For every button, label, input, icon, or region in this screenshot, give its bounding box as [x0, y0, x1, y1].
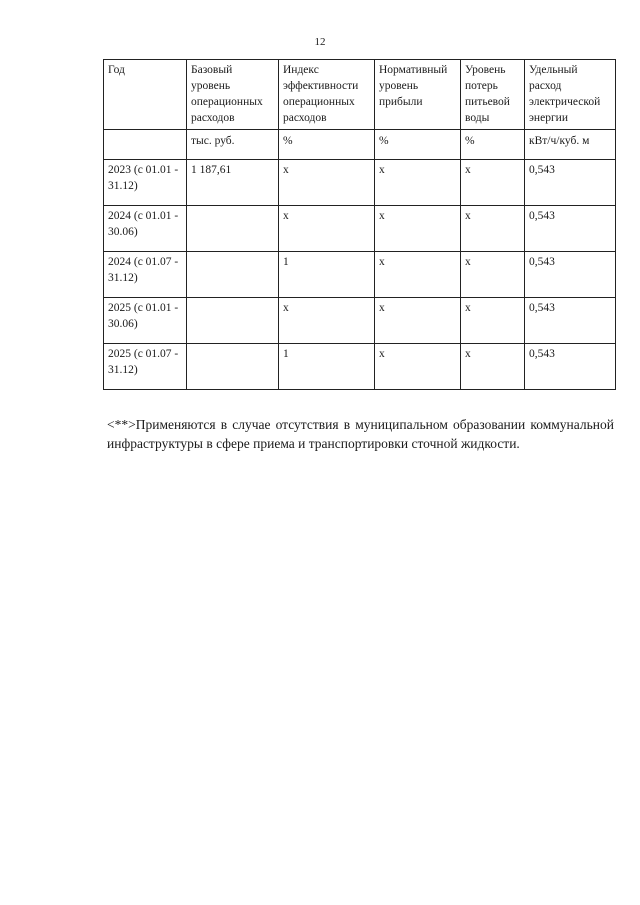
period-cell: 2025 (с 01.01 - 30.06) [104, 298, 187, 344]
table-row [104, 206, 616, 252]
table-cell [187, 206, 279, 252]
period-cell: 2023 (с 01.01 - 31.12) [104, 160, 187, 206]
unit-cell [104, 130, 187, 160]
table-cell: х [375, 252, 461, 298]
table-cell [187, 298, 279, 344]
header-cell-year: Год [104, 60, 187, 130]
table-cell: х [375, 298, 461, 344]
header-cell-profit-level: Нормативный уровень прибыли [375, 60, 461, 130]
table-cell: х [375, 344, 461, 390]
unit-cell: % [375, 130, 461, 160]
table-cell: 0,543 [525, 298, 616, 344]
table-cell: х [279, 206, 375, 252]
table-cell: х [461, 160, 525, 206]
table-row [104, 160, 616, 206]
table-cell: х [375, 206, 461, 252]
header-cell-efficiency-index: Индекс эффективности операционных расходов [279, 60, 375, 130]
table-row [104, 298, 616, 344]
table-cell: х [279, 160, 375, 206]
table-cell: х [461, 252, 525, 298]
unit-cell: % [461, 130, 525, 160]
table-cell: х [461, 206, 525, 252]
table-cell: 1 187,61 [187, 160, 279, 206]
table-cell [187, 344, 279, 390]
table-cell: 0,543 [525, 252, 616, 298]
unit-cell: % [279, 130, 375, 160]
header-cell-energy-consumption: Удельный расход электрической энергии [525, 60, 616, 130]
tariff-parameters-table [103, 59, 616, 390]
table-cell: 1 [279, 252, 375, 298]
table-cell: х [461, 298, 525, 344]
table-row [104, 344, 616, 390]
table-header-row [104, 60, 616, 130]
period-cell: 2025 (с 01.07 - 31.12) [104, 344, 187, 390]
table-cell: 0,543 [525, 160, 616, 206]
period-cell: 2024 (с 01.01 - 30.06) [104, 206, 187, 252]
table-cell: х [375, 160, 461, 206]
table-cell: 1 [279, 344, 375, 390]
unit-cell: тыс. руб. [187, 130, 279, 160]
table-cell: х [461, 344, 525, 390]
table-cell: 0,543 [525, 344, 616, 390]
period-cell: 2024 (с 01.07 - 31.12) [104, 252, 187, 298]
table-cell: 0,543 [525, 206, 616, 252]
table-units-row [104, 130, 616, 160]
footnote: <**>Применяются в случае отсутствия в муниципальном образовании коммунальной инфраструктуры в сфере приема и транспортировки сточной жидкости. [107, 416, 614, 451]
page-number: 12 [314, 36, 326, 48]
header-cell-water-losses: Уровень потерь питьевой воды [461, 60, 525, 130]
table-cell [187, 252, 279, 298]
unit-cell: кВт/ч/куб. м [525, 130, 616, 160]
table-cell: х [279, 298, 375, 344]
header-cell-base-opex: Базовый уровень операционных расходов [187, 60, 279, 130]
table-row [104, 252, 616, 298]
